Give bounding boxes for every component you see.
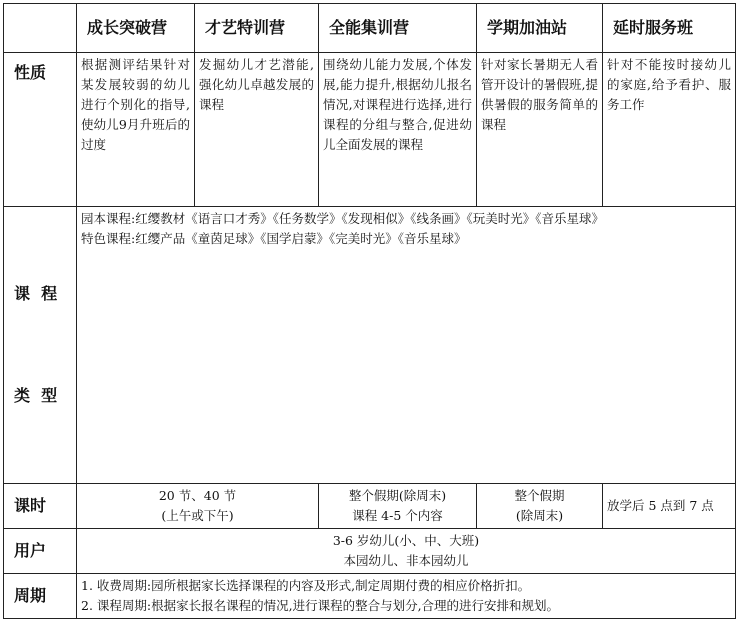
column-header: 全能集训营 bbox=[319, 4, 477, 53]
nature-cell: 针对不能按时接幼儿的家庭,给予看护、服务工作 bbox=[603, 53, 736, 207]
hours-cell: 放学后 5 点到 7 点 bbox=[603, 484, 736, 529]
row-label-hours: 课时 bbox=[4, 484, 77, 529]
course-type-line: 特色课程:红缨产品《童茵足球》《国学启蒙》《完美时光》《音乐星球》 bbox=[81, 231, 467, 246]
nature-cell: 根据测评结果针对某发展较弱的幼儿进行个别化的指导,使幼儿9月升班后的过度 bbox=[77, 53, 195, 207]
row-label-cycle: 周期 bbox=[4, 574, 77, 619]
column-header: 才艺特训营 bbox=[195, 4, 319, 53]
row-label-nature: 性质 bbox=[4, 53, 77, 207]
cycle-line: 2. 课程周期:根据家长报名课程的情况,进行课程的整合与划分,合理的进行安排和规划。 bbox=[81, 598, 560, 613]
users-line: 本园幼儿、非本园幼儿 bbox=[343, 553, 469, 568]
hours-cell bbox=[319, 484, 477, 529]
cycle-line: 1. 收费周期:园所根据家长选择课程的内容及形式,制定周期付费的相应价格折扣。 bbox=[81, 578, 531, 593]
course-type-cell bbox=[77, 207, 736, 484]
corner-cell bbox=[4, 4, 77, 53]
hours-row bbox=[4, 484, 736, 529]
course-type-line: 园本课程:红缨教材《语言口才秀》《任务数学》《发现相似》《线条画》《玩美时光》《音乐星球》 bbox=[81, 211, 604, 226]
users-cell bbox=[77, 529, 736, 574]
hours-line: 整个假期(除周末) bbox=[348, 488, 447, 503]
users-line: 3-6 岁幼儿(小、中、大班) bbox=[332, 533, 480, 548]
cycle-row bbox=[4, 574, 736, 619]
hours-line: 20 节、40 节 bbox=[158, 488, 237, 503]
header-row bbox=[4, 4, 736, 53]
column-header: 延时服务班 bbox=[603, 4, 736, 53]
course-type-row bbox=[4, 207, 736, 484]
row-label-line: 课 程 bbox=[14, 284, 58, 303]
row-label-users: 用户 bbox=[4, 529, 77, 574]
hours-line: 课程 4-5 个内容 bbox=[352, 508, 443, 523]
cycle-cell bbox=[77, 574, 736, 619]
users-row bbox=[4, 529, 736, 574]
hours-line: (上午或下午) bbox=[161, 508, 234, 523]
nature-cell: 发掘幼儿才艺潜能,强化幼儿卓越发展的课程 bbox=[195, 53, 319, 207]
hours-line: (除周末) bbox=[515, 508, 564, 523]
nature-row bbox=[4, 53, 736, 207]
course-comparison-table bbox=[3, 3, 736, 619]
hours-cell bbox=[77, 484, 319, 529]
column-header: 学期加油站 bbox=[477, 4, 603, 53]
row-label-course-type bbox=[4, 207, 77, 484]
nature-cell: 针对家长暑期无人看管开设计的暑假班,提供暑假的服务简单的课程 bbox=[477, 53, 603, 207]
row-label-line: 类 型 bbox=[14, 386, 58, 405]
nature-cell: 围绕幼儿能力发展,个体发展,能力提升,根据幼儿报名情况,对课程进行选择,进行课程的分组与整合,促进幼儿全面发展的课程 bbox=[319, 53, 477, 207]
hours-cell bbox=[477, 484, 603, 529]
hours-line: 整个假期 bbox=[514, 488, 565, 503]
column-header: 成长突破营 bbox=[77, 4, 195, 53]
